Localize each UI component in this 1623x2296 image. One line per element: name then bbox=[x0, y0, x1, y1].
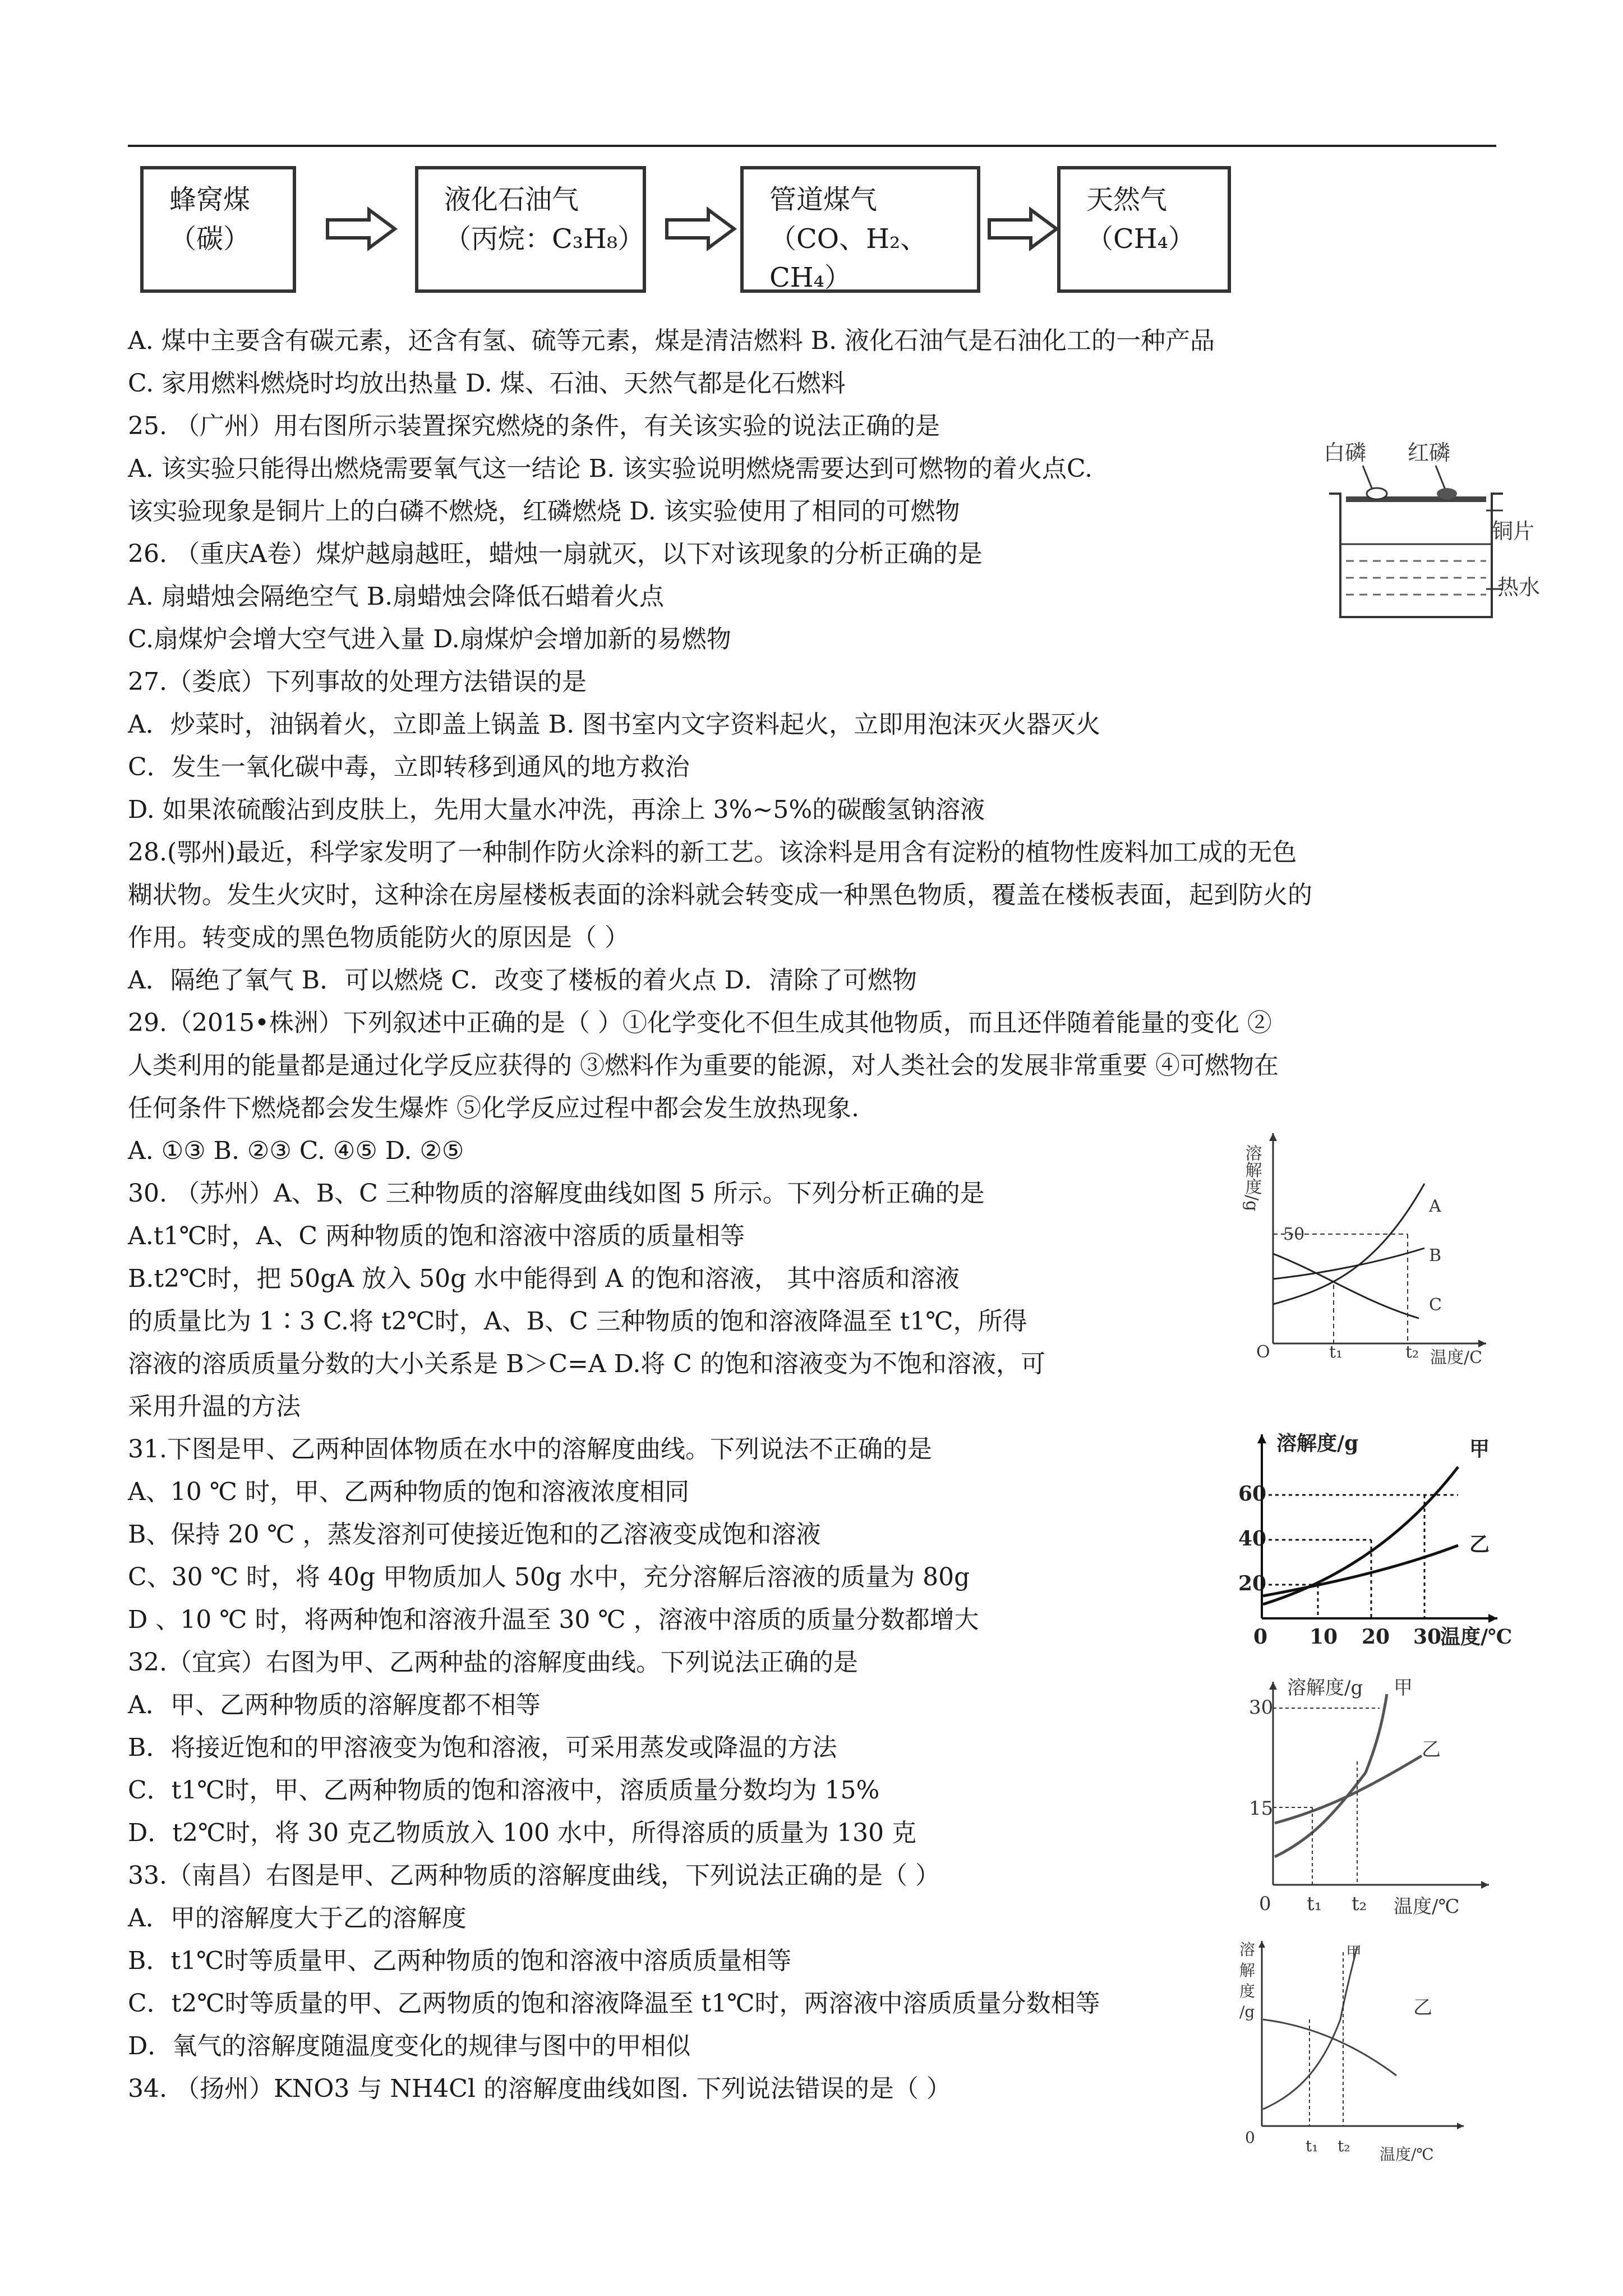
right-arrow-icon bbox=[325, 206, 398, 251]
label-hot-water: 热水 bbox=[1497, 575, 1541, 600]
curve-c bbox=[1273, 1254, 1419, 1318]
flow-box-pipeline-gas bbox=[740, 166, 980, 293]
text-line: C．t1℃时，甲、乙两种物质的饱和溶液中，溶质质量分数均为 15% bbox=[128, 1776, 880, 1805]
flow-box-subtitle: （碳） bbox=[169, 223, 251, 255]
y-tick: 30 bbox=[1249, 1696, 1274, 1719]
text-line: C、30 ℃ 时，将 40g 甲物质加人 50g 水中，充分溶解后溶液的质量为 80g bbox=[128, 1563, 970, 1591]
question-29: 29.（2015•株洲）下列叙述中正确的是（ ）①化学变化不但生成其他物质，而且还伴随着能量的变化 ② bbox=[128, 1009, 1272, 1037]
y-tick: 15 bbox=[1249, 1797, 1274, 1820]
combustion-apparatus-figure bbox=[1312, 432, 1548, 634]
fuel-flow-diagram bbox=[140, 166, 1234, 295]
y-axis-label: 溶解度/g bbox=[1242, 1144, 1262, 1212]
text-line: D．氧气的溶解度随温度变化的规律与图中的甲相似 bbox=[128, 2032, 691, 2060]
curve-label-yi: 乙 bbox=[1422, 1738, 1441, 1761]
text-line: C.扇煤炉会增大空气进入量 D.扇煤炉会增加新的易燃物 bbox=[128, 625, 731, 654]
x-tick: 10 bbox=[1310, 1625, 1338, 1649]
text-line: 作用。转变成的黑色物质能防火的原因是（ ） bbox=[128, 923, 629, 952]
text-line: D．t2℃时，将 30 克乙物质放入 100 水中，所得溶质的质量为 130 克 bbox=[128, 1819, 917, 1847]
text-line: 任何条件下燃烧都会发生爆炸 ⑤化学反应过程中都会发生放热现象. bbox=[128, 1094, 859, 1122]
text-line: 采用升温的方法 bbox=[128, 1392, 301, 1421]
x-tick: t₁ bbox=[1306, 2137, 1318, 2155]
text-line: 人类利用的能量都是通过化学反应获得的 ③燃料作为重要的能源，对人类社会的发展非常重要 ④可燃物在 bbox=[128, 1051, 1279, 1080]
x-tick: t₂ bbox=[1352, 1893, 1367, 1915]
label-red-phosphorus: 红磷 bbox=[1408, 440, 1451, 465]
flow-box-title: 蜂窝煤 bbox=[169, 184, 251, 215]
text-line: C. 家用燃料燃烧时均放出热量 D. 煤、石油、天然气都是化石燃料 bbox=[128, 369, 846, 398]
label-copper-sheet: 铜片 bbox=[1492, 519, 1535, 544]
curve-yi bbox=[1275, 1756, 1422, 1823]
text-line: A、10 ℃ 时，甲、乙两种物质的饱和溶液浓度相同 bbox=[128, 1478, 689, 1506]
text-line: A．甲的溶解度大于乙的溶解度 bbox=[128, 1904, 467, 1932]
curve-label-a: A bbox=[1429, 1197, 1441, 1216]
text-line: B．t1℃时等质量甲、乙两种物质的饱和溶液中溶质质量相等 bbox=[128, 1947, 792, 1975]
text-line: C．t2℃时等质量的甲、乙两物质的饱和溶液降温至 t1℃时，两溶液中溶质质量分数相等 bbox=[128, 1989, 1100, 2018]
right-arrow-icon bbox=[987, 206, 1060, 251]
x-tick: 30 bbox=[1413, 1625, 1442, 1649]
origin-label: 0 bbox=[1245, 2128, 1255, 2147]
question-25: 25. （广州）用右图所示装置探究燃烧的条件，有关该实验的说法正确的是 bbox=[128, 412, 940, 440]
x-tick: 0 bbox=[1253, 1625, 1268, 1649]
flow-box-subtitle: （CH₄） bbox=[1086, 223, 1195, 255]
flow-box-subtitle: （丙烷：C₃H₈） bbox=[444, 223, 645, 255]
x-tick-t1: t₁ bbox=[1329, 1342, 1343, 1362]
question-31: 31.下图是甲、乙两种固体物质在水中的溶解度曲线。下列说法不正确的是 bbox=[128, 1435, 932, 1464]
x-tick: t₁ bbox=[1307, 1893, 1322, 1915]
curve-label-c: C bbox=[1429, 1295, 1442, 1315]
text-line: 溶液的溶质质量分数的大小关系是 B＞C=A D.将 C 的饱和溶液变为不饱和溶液，可 bbox=[128, 1350, 1045, 1378]
text-line: B、保持 20 ℃ ，蒸发溶剂可使接近饱和的乙溶液变成饱和溶液 bbox=[128, 1520, 821, 1549]
text-line: 的质量比为 1∶3 C.将 t2℃时，A、B、C 三种物质的饱和溶液降温至 t1℃，所得 bbox=[128, 1307, 1027, 1336]
x-tick: t₂ bbox=[1338, 2137, 1350, 2155]
question-30: 30. （苏州）A、B、C 三种物质的溶解度曲线如图 5 所示。下列分析正确的是 bbox=[128, 1179, 985, 1208]
question-33: 33.（南昌）右图是甲、乙两种物质的溶解度曲线，下列说法正确的是（ ） bbox=[128, 1861, 940, 1890]
curve-yi bbox=[1263, 1545, 1458, 1596]
text-line: A．甲、乙两种物质的溶解度都不相等 bbox=[128, 1691, 541, 1719]
question-27: 27.（娄底）下列事故的处理方法错误的是 bbox=[128, 668, 587, 696]
right-arrow-icon bbox=[665, 206, 737, 251]
curve-jia bbox=[1275, 1694, 1387, 1857]
x-axis-label: 温度/℃ bbox=[1440, 1625, 1513, 1649]
x-axis-label: 温度/℃ bbox=[1380, 2145, 1434, 2164]
text-line: D. 如果浓硫酸沾到皮肤上，先用大量水冲洗，再涂上 3%~5%的碳酸氢钠溶液 bbox=[128, 795, 985, 824]
text-line: A. 该实验只能得出燃烧需要氧气这一结论 B. 该实验说明燃烧需要达到可燃物的着火点C. bbox=[128, 454, 1093, 483]
curve-label-yi: 乙 bbox=[1413, 1996, 1432, 2019]
flow-box-subtitle: （CO、H₂、CH₄） bbox=[769, 223, 928, 294]
question-32: 32.（宜宾）右图为甲、乙两种盐的溶解度曲线。下列说法正确的是 bbox=[128, 1648, 858, 1677]
text-line: A. 煤中主要含有碳元素，还含有氢、硫等元素，煤是清洁燃料 B. 液化石油气是石油化工的一种产品 bbox=[128, 326, 1215, 355]
solubility-curve-33 bbox=[1239, 1935, 1481, 2182]
x-axis-label: 温度/℃ bbox=[1394, 1895, 1460, 1918]
y-tick-50: 50 bbox=[1283, 1225, 1305, 1244]
text-line: C．发生一氧化碳中毒，立即转移到通风的地方救治 bbox=[128, 753, 690, 781]
flow-box-coal bbox=[140, 166, 296, 293]
text-line: 糊状物。发生火灾时，这种涂在房屋楼板表面的涂料就会转变成一种黑色物质，覆盖在楼板表面，起到防火的 bbox=[128, 881, 1312, 909]
solubility-curve-32 bbox=[1242, 1677, 1500, 1924]
text-line: A. ①③ B. ②③ C. ④⑤ D. ②⑤ bbox=[128, 1137, 464, 1165]
curve-label-jia: 甲 bbox=[1394, 1677, 1413, 1699]
y-tick: 20 bbox=[1238, 1572, 1267, 1595]
flow-box-title: 管道煤气 bbox=[769, 184, 878, 215]
y-axis-label-char: 度 bbox=[1239, 1982, 1256, 2000]
text-line: D 、10 ℃ 时，将两种饱和溶液升温至 30 ℃ ，溶液中溶质的质量分数都增大 bbox=[128, 1605, 979, 1634]
curve-label-yi: 乙 bbox=[1469, 1533, 1490, 1556]
solubility-curve-abc bbox=[1239, 1122, 1503, 1369]
y-axis-label-char: /g bbox=[1239, 2003, 1255, 2021]
text-line: A．炒菜时，油锅着火，立即盖上锅盖 B. 图书室内文字资料起火，立即用泡沫灭火器灭火 bbox=[128, 710, 1101, 739]
origin-label: O bbox=[1256, 1342, 1270, 1362]
flow-box-title: 液化石油气 bbox=[444, 184, 579, 215]
x-tick: 0 bbox=[1259, 1893, 1271, 1915]
y-axis-label-char: 溶 bbox=[1239, 1940, 1256, 1959]
curve-label-jia: 甲 bbox=[1346, 1943, 1362, 1962]
curve-label-jia: 甲 bbox=[1469, 1437, 1490, 1461]
y-axis-label: 溶解度/g bbox=[1276, 1432, 1359, 1455]
y-tick: 60 bbox=[1238, 1482, 1267, 1506]
y-axis-label-char: 解 bbox=[1239, 1961, 1256, 1980]
curve-label-b: B bbox=[1429, 1246, 1442, 1266]
x-axis-label: 温度/C bbox=[1430, 1348, 1483, 1368]
text-line: B.t2℃时，把 50gA 放入 50g 水中能得到 A 的饱和溶液， 其中溶质和溶液 bbox=[128, 1264, 960, 1293]
x-tick: 20 bbox=[1362, 1625, 1390, 1649]
question-26: 26. （重庆A卷）煤炉越扇越旺，蜡烛一扇就灭，以下对该现象的分析正确的是 bbox=[128, 540, 983, 568]
label-white-phosphorus: 白磷 bbox=[1324, 440, 1367, 465]
flow-box-lpg bbox=[415, 166, 646, 293]
header-rule bbox=[128, 145, 1496, 147]
curve-yi bbox=[1263, 2019, 1396, 2076]
flow-box-natural-gas bbox=[1057, 166, 1231, 293]
y-axis-label: 溶解度/g bbox=[1287, 1677, 1363, 1699]
question-28: 28.(鄂州)最近，科学家发明了一种制作防火涂料的新工艺。该涂料是用含有淀粉的植物性废料加工成的无色 bbox=[128, 838, 1297, 867]
text-line: A．隔绝了氧气 B．可以燃烧 C．改变了楼板的着火点 D．清除了可燃物 bbox=[128, 966, 917, 995]
flow-box-title: 天然气 bbox=[1086, 184, 1168, 215]
question-34: 34. （扬州）KNO3 与 NH4Cl 的溶解度曲线如图. 下列说法错误的是（ ） bbox=[128, 2074, 951, 2103]
y-tick: 40 bbox=[1238, 1527, 1267, 1550]
x-tick-t2: t₂ bbox=[1405, 1342, 1419, 1362]
text-line: B．将接近饱和的甲溶液变为饱和溶液，可采用蒸发或降温的方法 bbox=[128, 1733, 837, 1762]
curve-jia bbox=[1263, 1467, 1458, 1604]
text-line: A.t1℃时，A、C 两种物质的饱和溶液中溶质的质量相等 bbox=[128, 1222, 745, 1250]
text-line: 该实验现象是铜片上的白磷不燃烧，红磷燃烧 D. 该实验使用了相同的可燃物 bbox=[128, 497, 960, 526]
solubility-curve-31 bbox=[1234, 1428, 1513, 1652]
text-line: A. 扇蜡烛会隔绝空气 B.扇蜡烛会降低石蜡着火点 bbox=[128, 582, 665, 611]
